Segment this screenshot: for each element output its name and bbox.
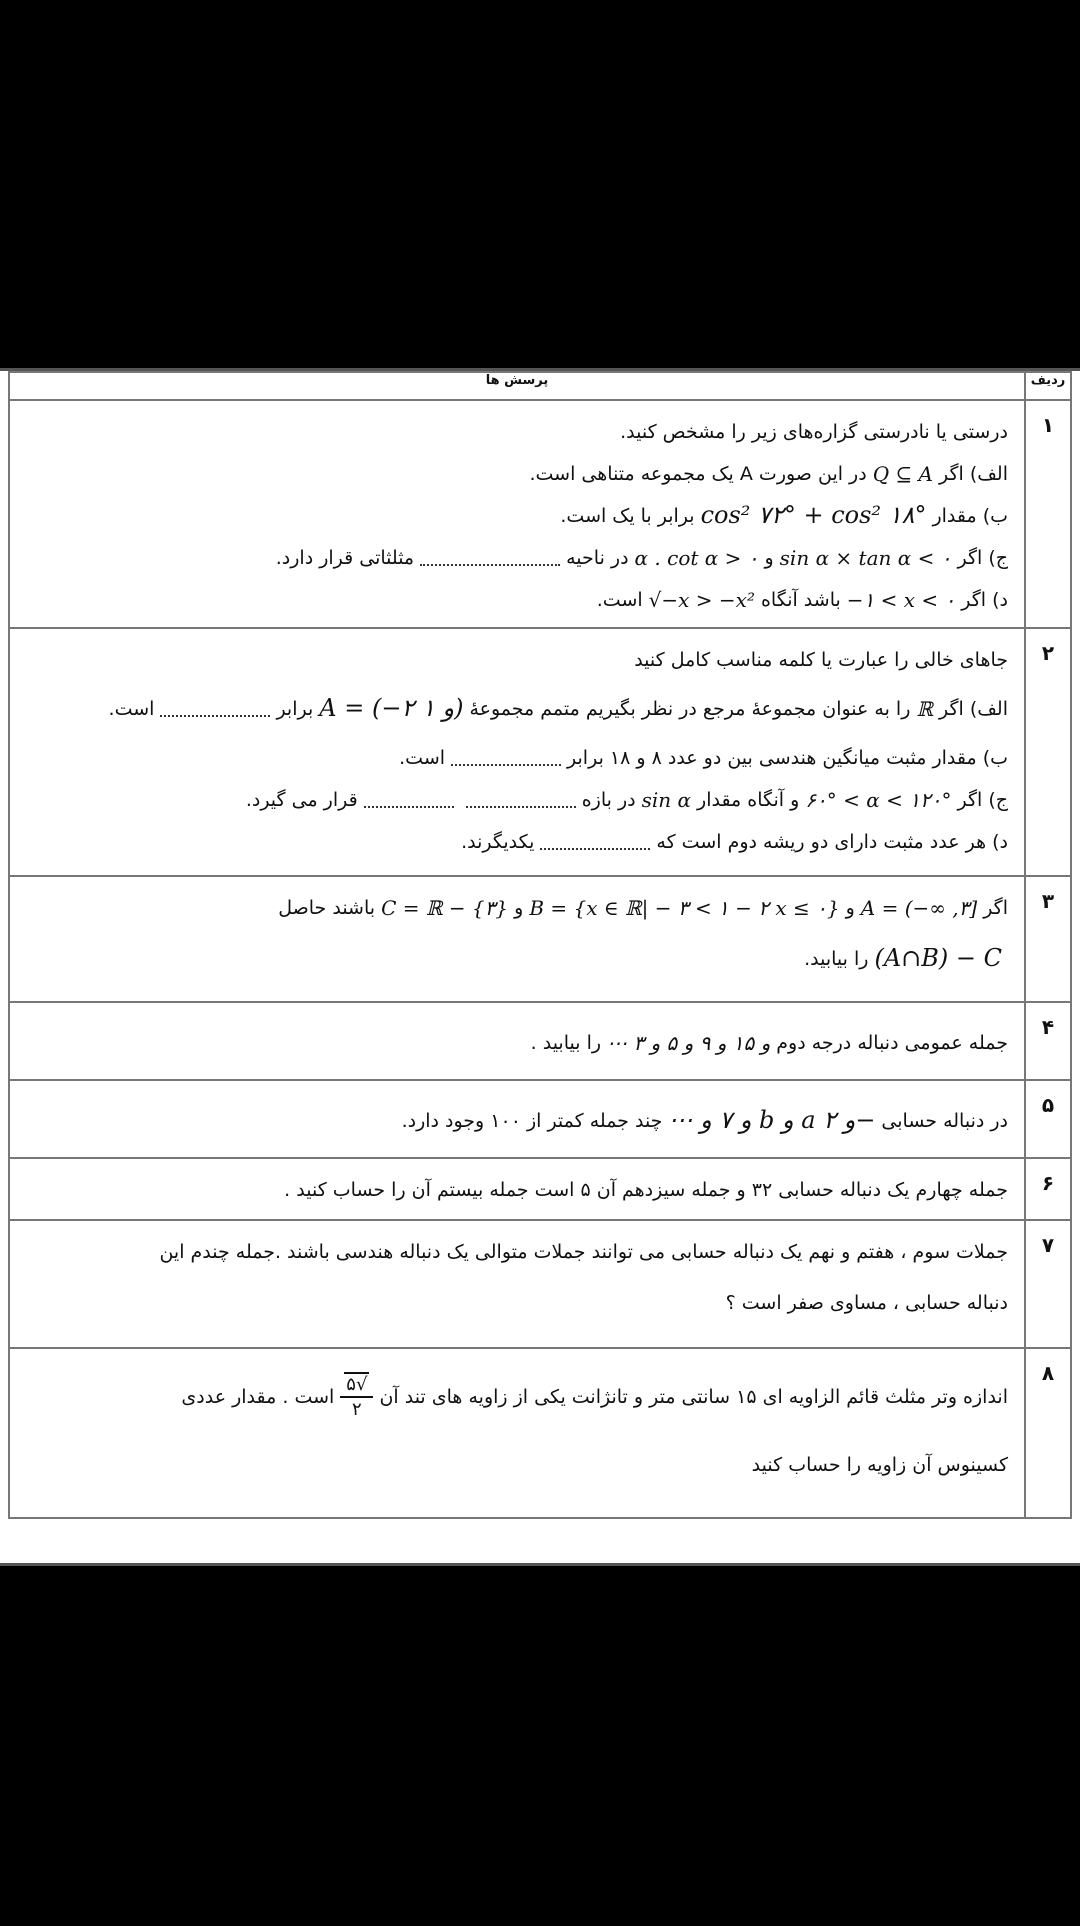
math: ⋯ و ۱۵ و ۹ و ۵ و ۳ — [607, 1031, 771, 1055]
text: ج) اگر — [957, 788, 1008, 811]
math: −۱ < x < ۰ — [846, 588, 956, 612]
math: (A∩B) − C — [874, 944, 1002, 973]
question-row-3 — [9, 876, 1071, 1002]
math: B = {x ∈ ℝ| − ۳ < ۱ − ۲ x ≤ ۰} — [529, 896, 840, 920]
blank — [466, 792, 576, 808]
question-body — [9, 1158, 1025, 1220]
text: کسینوس آن زاویه را حساب کنید — [751, 1453, 1008, 1476]
text: ج) اگر — [957, 546, 1008, 569]
math: sin α × tan α < ۰ — [779, 546, 952, 570]
text: را بیابید . — [530, 1031, 602, 1054]
text: در دنباله حسابی — [881, 1109, 1008, 1132]
blank — [160, 701, 270, 717]
text: باشد آنگاه — [760, 588, 841, 611]
text: ب) مقدار مثبت میانگین هندسی بین دو عدد ۸ و ۱۸ برابر — [567, 746, 1008, 769]
math: sin α — [641, 788, 692, 812]
question-body — [9, 628, 1025, 876]
question-number: ۲ — [1025, 628, 1071, 876]
text: چند جمله کمتر از ۱۰۰ وجود دارد. — [401, 1109, 663, 1132]
text: جملات سوم ، هفتم و نهم یک دنباله حسابی می توانند جملات متوالی یک دنباله هندسی باشند .جمله چندم این — [159, 1240, 1008, 1263]
question-row-6 — [9, 1158, 1071, 1220]
question-number: ۵ — [1025, 1080, 1071, 1158]
text: ب) مقدار — [932, 504, 1008, 527]
fraction-numerator: √۵ — [346, 1373, 368, 1395]
text: الف) اگر — [939, 697, 1008, 720]
question-row-5 — [9, 1080, 1071, 1158]
text: قرار می گیرد. — [245, 788, 358, 811]
math: ⋯ و ۷ و b و a و ۲− — [668, 1106, 876, 1135]
text: و — [764, 546, 774, 569]
text: د) اگر — [961, 588, 1008, 611]
text: در ناحیه — [566, 546, 629, 569]
question-row-1 — [9, 400, 1071, 628]
question-body — [9, 1220, 1025, 1348]
table-header — [9, 372, 1071, 400]
question-body — [9, 1002, 1025, 1080]
blank — [364, 792, 454, 808]
text: است. — [596, 588, 643, 611]
questions-header: پرسش ها — [9, 372, 1025, 400]
text: است. — [399, 746, 446, 769]
math: √−x > −x² — [648, 588, 755, 612]
text: است. — [108, 697, 155, 720]
question-row-4 — [9, 1002, 1071, 1080]
text: الف) اگر — [939, 462, 1008, 485]
text: را به عنوان مجموعهٔ مرجع در نظر بگیریم متمم مجموعهٔ — [469, 697, 911, 720]
question-body — [9, 876, 1025, 1002]
text: برابر با یک است. — [560, 504, 695, 527]
row-header: ردیف — [1025, 372, 1071, 400]
math: cos² ۷۲° + cos² ۱۸° — [700, 501, 927, 530]
question-number: ۳ — [1025, 876, 1071, 1002]
fraction — [340, 1373, 373, 1422]
question-body — [9, 1080, 1025, 1158]
text: را بیابید. — [804, 947, 869, 970]
text: و آنگاه مقدار — [697, 788, 800, 811]
math: C = ℝ − {۳} — [381, 896, 509, 920]
text: د) هر عدد مثبت دارای دو ریشه دوم است که — [656, 830, 1008, 853]
blank — [540, 834, 650, 850]
question-row-2 — [9, 628, 1071, 876]
exam-sheet — [0, 368, 1080, 1566]
question-intro: جاهای خالی را عبارت یا کلمه مناسب کامل کنید — [634, 648, 1008, 671]
text: اگر — [983, 896, 1008, 919]
text: باشند حاصل — [278, 896, 376, 919]
questions-table — [8, 371, 1072, 1519]
text: مثلثاتی قرار دارد. — [275, 546, 415, 569]
fraction-denominator: ۲ — [352, 1399, 362, 1420]
math: α . cot α > ۰ — [634, 546, 759, 570]
text: جمله عمومی دنباله درجه دوم — [776, 1031, 1008, 1054]
text: برابر — [276, 697, 314, 720]
text: و — [845, 896, 855, 919]
question-number: ۷ — [1025, 1220, 1071, 1348]
math: A = (−∞ ,۳] — [860, 896, 978, 920]
text: یکدیگرند. — [461, 830, 535, 853]
question-body — [9, 400, 1025, 628]
question-number: ۸ — [1025, 1348, 1071, 1518]
question-body — [9, 1348, 1025, 1518]
question-number: ۱ — [1025, 400, 1071, 628]
text: دنباله حسابی ، مساوی صفر است ؟ — [725, 1291, 1008, 1314]
question-row-8 — [9, 1348, 1071, 1518]
text: است . مقدار عددی — [181, 1385, 335, 1408]
text: در این صورت A یک مجموعه متناهی است. — [529, 462, 867, 485]
question-number: ۴ — [1025, 1002, 1071, 1080]
math: Q ⊆ A — [872, 462, 933, 486]
math: ℝ — [916, 697, 933, 721]
blank — [420, 550, 560, 566]
text: اندازه وتر مثلث قائم الزاویه ای ۱۵ سانتی متر و تانژانت یکی از زاویه های تند آن — [379, 1385, 1008, 1408]
question-row-7 — [9, 1220, 1071, 1348]
math: ۶۰° < α < ۱۲۰° — [805, 788, 952, 812]
question-intro: درستی یا نادرستی گزاره‌های زیر را مشخص کنید. — [620, 420, 1008, 443]
blank — [451, 750, 561, 766]
text: جمله چهارم یک دنباله حسابی ۳۲ و جمله سیزدهم آن ۵ است جمله بیستم آن را حساب کنید . — [284, 1178, 1008, 1201]
math: A = (−۲ و ۱) — [319, 694, 464, 723]
question-number: ۶ — [1025, 1158, 1071, 1220]
text: در بازه — [581, 788, 636, 811]
text: و — [514, 896, 524, 919]
